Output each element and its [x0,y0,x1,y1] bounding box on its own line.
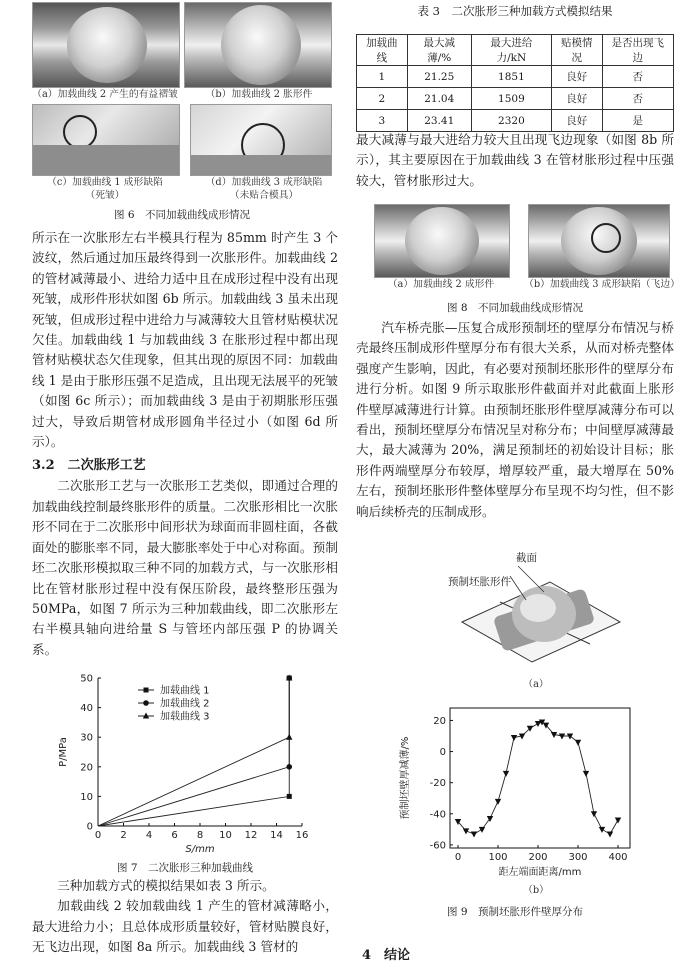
table-cell: 1 [357,66,408,88]
fig7-chart [52,668,322,858]
x-tick-label: 14 [270,830,283,841]
fig6d-caption-line1: （d）加载曲线 3 成形缺陷 [205,177,323,188]
data-point [591,811,597,817]
fig7-caption: 图 7 二次胀形三种加载曲线 [116,862,254,874]
right-top-text [356,130,674,191]
data-point [599,827,605,833]
fig6d-image [190,104,332,176]
data-point [495,799,501,805]
y-tick-label: 20 [433,715,446,727]
fig6d-caption-line2: （未贴合模具） [229,190,299,201]
section-3-2-heading: 3.2 二次胀形工艺 [32,458,146,474]
x-tick-label: 400 [608,852,628,863]
fig6c-caption [20,176,190,202]
legend-label: 加载曲线 3 [160,711,210,723]
x-tick-label: 2 [120,830,127,841]
table3-header-row [357,35,674,66]
y-tick-label: 0 [439,747,446,759]
y-tick-label: 10 [80,791,93,803]
data-point [583,771,589,777]
table-row [357,66,674,88]
x-tick-label: 200 [528,852,548,863]
y-tick-label: 0 [86,821,93,833]
fig8a-caption: （a）加载曲线 2 成形件 [387,279,495,290]
table-cell: 21.04 [407,88,471,110]
fig8b-image [528,204,670,278]
y-tick-label: 40 [80,703,93,715]
x-tick-label: 10 [219,830,232,841]
x-tick-label: 300 [568,852,588,863]
left-paragraph-3: 三种加载方式的模拟结果如表 3 所示。 [57,878,275,893]
legend-marker [144,688,149,693]
table3-header: 贴模情况 [551,35,602,66]
y-tick-label: 30 [80,732,93,744]
table3 [356,34,674,132]
fig9a-label-section: 截面 [516,552,537,564]
legend-label: 加载曲线 1 [160,685,210,697]
fig8b-caption: （b）加载曲线 3 成形缺陷（飞边） [524,279,680,290]
fig9b-chart [396,700,646,886]
data-point [479,827,485,833]
fig9b-subcaption: （b） [523,885,549,896]
legend-label: 加载曲线 2 [160,698,210,710]
data-point [559,734,565,740]
y-axis-label: 预制坯壁厚减薄/% [400,736,411,820]
right-paragraph-1: 最大减薄与最大进给力较大且出现飞边现象（如图 8b 所示），其主要原因在于加载曲线 3 在管材胀形过程中压强较大，管材胀形过大。 [356,132,674,188]
table-cell: 良好 [551,66,602,88]
left-bottom-text [32,876,338,958]
table3-title: 表 3 二次胀形三种加载方式模拟结果 [417,4,613,18]
y-tick-label: -40 [429,809,446,821]
fig9a-label-part: 预制坯胀形件 [448,576,511,588]
table3-header: 是否出现飞边 [602,35,673,66]
left-paragraph-4: 加载曲线 2 较加载曲线 1 产生的管材减薄略小，最大进给力小；且总体成形质量较好，管材贴膜良好，无飞边出现，如图 8a 所示。加载曲线 3 管材的 [32,898,338,955]
x-tick-label: 0 [454,852,462,863]
fig9-caption: 图 9 预制坯胀形件壁厚分布 [446,906,584,918]
table-cell: 21.25 [407,66,471,88]
data-point [471,832,477,838]
legend-marker [143,700,149,706]
table3-header: 最大进给力/kN [471,35,551,66]
left-paragraph-1: 所示在一次胀形左右半模具行程为 85mm 时产生 3 个波纹，然后通过加压最终得到一次胀形件。加载曲线 2 的管材减薄最小、进给力适中且在成形过程中没有出现死皱，成形件形状如图 6b 所示。加载曲线 3 虽未出现死皱，但成形过程中进给力与减薄较大且管材贴模状况欠佳。加载曲线 1 与加载曲线 3 在胀形过程中都出现管材贴模状态欠佳现象，但其出现的原因不同：加载曲线 1 是由于胀形压强不足造成，且出现无法展平的死皱（如图 6c 所示）；而加载曲线 3 是由于初期胀形压强过大，导致后期管材成形圆角半径过小（如图 6d 所示）。 [32,230,338,450]
data-point [615,818,621,824]
y-axis-label: P/MPa [58,737,69,767]
table3-header: 最大减薄/% [407,35,471,66]
table-cell: 1509 [471,88,551,110]
table-cell: 良好 [551,110,602,132]
right-paragraph-2: 汽车桥壳胀—压复合成形预制坯的壁厚分布情况与桥壳最终压制成形件壁厚分布有很大关系，从而对桥壳整体强度产生影响，因此，有必要对预制坯胀形件的壁厚分布进行分析。如图 9 所示取胀形件截面并对此截面上胀形件壁厚减薄进行计算。由预制坯胀形件壁厚减薄分布可以看出，预制坯壁厚分布情况呈对称分布；中间壁厚减薄最大，最大减薄为 20%，满足预制坯的初始设计目标；胀形件两端壁厚分布较厚，增厚较严重，最大增厚在 50% 左右，预制坯胀形件整体壁厚分布呈现不均匀性，但不影响后续桥壳的压制成形。 [356,320,674,519]
section-4-heading: 4 结论 [362,948,411,963]
left-body-text [32,228,338,660]
x-axis-label: 距左端面距离/mm [498,867,582,878]
data-point [567,734,573,740]
data-point [287,794,292,799]
fig6c-image [32,104,180,176]
fig9a-image [440,552,640,672]
x-axis-label: S/mm [185,844,215,855]
table-row [357,110,674,132]
table-row [357,88,674,110]
fig6a-caption: （a）加载曲线 2 产生的有益褶皱 [32,89,178,100]
data-point [607,832,613,838]
x-tick-label: 0 [94,830,102,841]
x-tick-label: 12 [244,830,258,841]
right-body-text [356,318,674,522]
table-cell: 1851 [471,66,551,88]
y-tick-label: -20 [429,778,446,790]
table-cell: 良好 [551,88,602,110]
y-tick-label: -60 [429,840,446,852]
x-tick-label: 8 [196,830,204,841]
data-point [511,735,517,741]
table-cell: 是 [602,110,673,132]
data-point [286,734,292,740]
data-point [286,764,292,770]
fig6c-caption-line1: （c）加载曲线 1 成形缺陷 [47,177,163,188]
table-cell: 否 [602,66,673,88]
x-tick-label: 16 [295,830,309,841]
fig8-caption: 图 8 不同加载曲线成形情况 [446,302,584,314]
fig8a-image [374,204,510,278]
y-tick-label: 20 [80,762,93,774]
data-point [503,771,509,777]
fig6b-caption: （b）加载曲线 2 胀形件 [205,89,313,100]
x-tick-label: 100 [488,852,508,863]
fig9a-subcaption: （a） [523,679,549,690]
table-cell: 23.41 [407,110,471,132]
table-cell: 否 [602,88,673,110]
data-point [575,740,581,746]
x-tick-label: 6 [171,830,178,841]
table-cell: 2 [357,88,408,110]
y-tick-label: 50 [80,673,93,685]
fig6a-image [32,2,180,88]
table3-header: 加载曲线 [357,35,408,66]
table-cell: 3 [357,110,408,132]
fig6d-caption [184,176,344,202]
fig6b-image [184,2,332,88]
fig6-caption: 图 6 不同加载曲线成形情况 [113,209,251,221]
fig6c-caption-line2: （死皱） [85,190,125,201]
x-tick-label: 4 [145,830,153,841]
table-cell: 2320 [471,110,551,132]
left-paragraph-2: 二次胀形工艺与一次胀形工艺类似，即通过合理的加载曲线控制最终胀形件的质量。二次胀形相比一次胀形不同在于二次胀形中间形状为球面而非圆柱面，各截面处的膨胀率不同，最大膨胀率处于中心对称面。预制坯二次胀形模拟取三种不同的加载方式，与一次胀形相比在管材胀形过程中没有保压阶段，最终整形压强为 50MPa，如图 7 所示为三种加载曲线，即二次胀形左右半模具轴向进给量 S 与管坯内部压强 P 的协调关系。 [32,478,338,657]
